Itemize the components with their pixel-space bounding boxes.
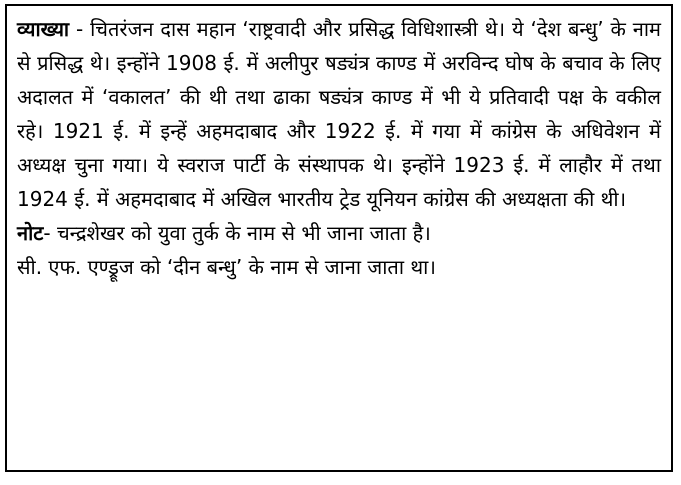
explanation-body: - चितरंजन दास महान ‘राष्ट्रवादी और प्रसिद्ध विधिशास्त्री थे। ये ‘देश बन्धु’ के नाम से प्रसिद्ध थे। इन्होंने 1908 ई. में अलीपुर षड्यंत्र काण्ड में अरविन्द घोष के बचाव के लिए अदालत में ‘वकालत’ की थी तथा ढाका षड्यंत्र काण्ड में भी ये प्रतिवादी पक्ष के वकील रहे। 1921 ई. में इन्हें अहमदाबाद और 1922 ई. में गया में कांग्रेस के अधिवेशन में अध्यक्ष चुना गया। ये स्वराज पार्टी के संस्थापक थे। इन्होंने 1923 ई. में लाहौर में तथा 1924 ई. में अहमदाबाद में अखिल भारतीय ट्रेड यूनियन कांग्रेस की अध्यक्षता की थी।	[17, 17, 661, 211]
note-line-2: सी. एफ. एण्ड्रूज को ‘दीन बन्धु’ के नाम से जाना जाता था।	[17, 255, 436, 279]
note-line	[17, 216, 661, 250]
explanation-paragraph	[17, 12, 661, 216]
text-box	[5, 4, 673, 472]
explanation-heading: व्याख्या	[17, 17, 70, 41]
cut-off-text-fragment	[120, 478, 320, 485]
note-heading: नोट	[17, 221, 44, 245]
note-text: - चन्द्रशेखर को युवा तुर्क के नाम से भी जाना जाता है।	[43, 221, 431, 245]
